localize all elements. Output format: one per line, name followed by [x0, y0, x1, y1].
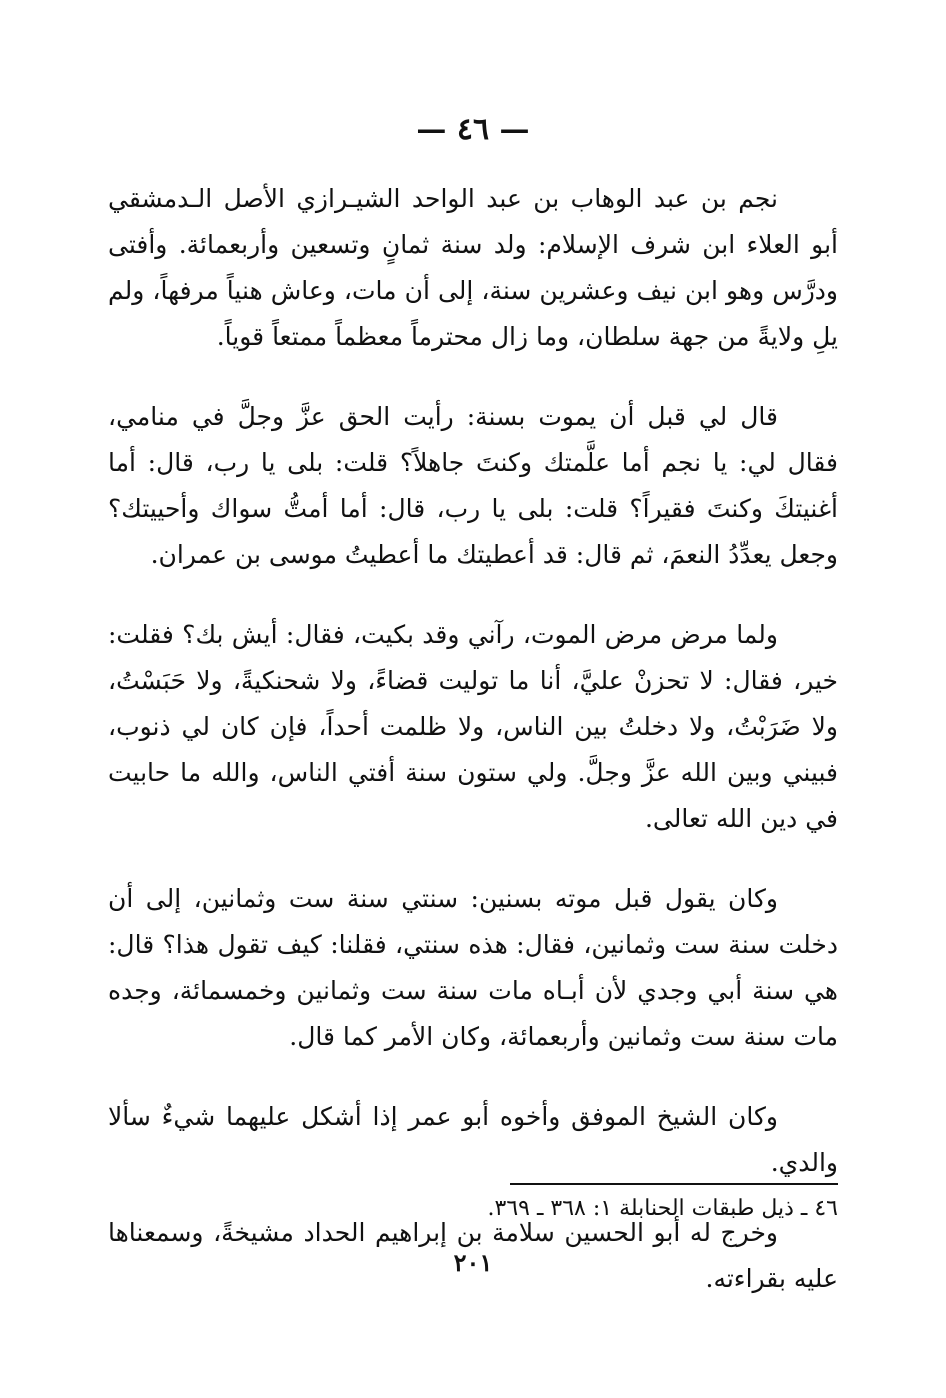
entry-number-heading: — ٤٦ —	[416, 112, 530, 147]
body-text	[108, 176, 838, 1336]
paragraph-consultation: وكان الشيخ الموفق وأخوه أبو عمر إذا أشكل عليهما شيءٌ سألا والدي.	[108, 1102, 838, 1177]
footnote-divider	[510, 1183, 838, 1185]
paragraph-biography: نجم بن عبد الوهاب بن عبد الواحد الشيـرازي الأصل الـدمشقي أبو العلاء ابن شرف الإسلام: ولد سنة ثمانٍ وتسعين وأربعمائة. وأفتى ودرَّس وهو ابن نيف وعشرين سنة، إلى أن مات، وعاش هنياً مرفهاً، ولم يلِ ولايةً من جهة سلطان، وما زال محترماً معظماً ممتعاً قوياً.	[108, 184, 838, 351]
footnote: ٤٦ ـ ذيل طبقات الحنابلة ١: ٣٦٨ ـ ٣٦٩.	[487, 1196, 838, 1221]
paragraph-mashyakha: وخرج له أبو الحسين سلامة بن إبراهيم الحداد مشيخةً، وسمعناها عليه بقراءته.	[108, 1218, 838, 1293]
paragraph-final-illness: ولما مرض مرض الموت، رآني وقد بكيت، فقال: أيش بك؟ فقلت: خير، فقال: لا تحزنْ عليَّ، أنا ما توليت قضاءً، ولا شحنكيةً، ولا حَبَسْتُ، ولا ضَرَبْتُ، ولا دخلتُ بين الناس، ولا ظلمت أحداً، فإن كان لي ذنوب، فبيني وبين الله عزَّ وجلَّ. ولي ستون سنة أفتي الناس، والله ما حابيت في دين الله تعالى.	[108, 620, 838, 833]
page-number: ٢٠١	[453, 1248, 493, 1277]
paragraph-death-year: وكان يقول قبل موته بسنين: سنتي سنة ست وثمانين، إلى أن دخلت سنة ست وثمانين، فقال: هذه سنتي، فقلنا: كيف تقول هذا؟ قال: هي سنة أبي وجدي لأن أبـاه مات سنة ست وثمانين وخمسمائة، وجده مات سنة ست وثمانين وأربعمائة، وكان الأمر كما قال.	[108, 884, 838, 1051]
paragraph-dream: قال لي قبل أن يموت بسنة: رأيت الحق عزَّ وجلَّ في منامي، فقال لي: يا نجم أما علَّمتك وكنتَ جاهلاً؟ قلت: بلى يا رب، قال: أما أغنيتكَ وكنتَ فقيراً؟ قلت: بلى يا رب، قال: أما أمتُّ سواك وأحييتك؟ وجعل يعدِّدُ النعمَ، ثم قال: قد أعطيتك ما أعطيتُ موسى بن عمران.	[108, 402, 838, 569]
